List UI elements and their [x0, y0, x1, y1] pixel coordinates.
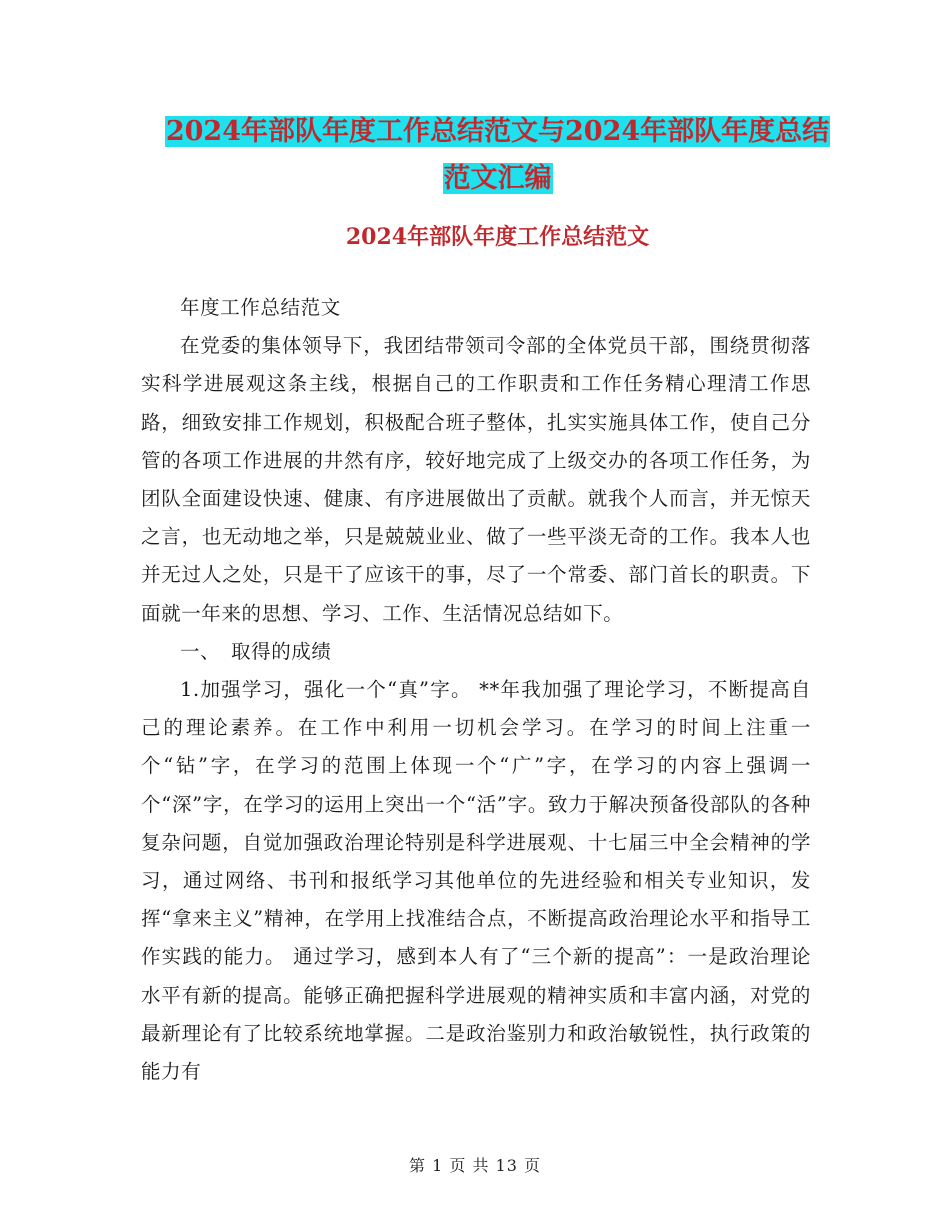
section-title: 2024年部队年度工作总结范文 [345, 224, 650, 250]
document-title-line1: 2024年部队年度工作总结范文与2024年部队年度总结 [165, 116, 830, 147]
document-body [141, 289, 811, 1091]
document-title [140, 108, 855, 202]
paragraph-intro: 在党委的集体领导下，我团结带领司令部的全体党员干部，围绕贯彻落实科学进展观这条主线，根据自己的工作职责和工作任务精心理清工作思路，细致安排工作规划，积极配合班子整体，扎实实施具体工作，使自己分管的各项工作进展的井然有序，较好地完成了上级交办的各项工作任务，为团队全面建设快速、健康、有序进展做出了贡献。就我个人而言，并无惊天之言，也无动地之举，只是兢兢业业、做了一些平淡无奇的工作。我本人也并无过人之处，只是干了应该干的事，尽了一个常委、部门首长的职责。下面就一年来的思想、学习、工作、生活情况总结如下。 [141, 334, 811, 625]
paragraph-study: 1.加强学习，强化一个“真”字。 **年我加强了理论学习，不断提高自己的理论素养。在工作中利用一切机会学习。在学习的时间上注重一个“钻”字，在学习的范围上体现一个“广”字，在学习的内容上强调一个“深”字，在学习的运用上突出一个“活”字。致力于解决预备役部队的各种复杂问题，自觉加强政治理论特别是科学进展观、十七届三中全会精神的学习，通过网络、书刊和报纸学习其他单位的先进经验和相关专业知识，发挥“拿来主义”精神，在学用上找准结合点，不断提高政治理论水平和指导工作实践的能力。 通过学习，感到本人有了“三个新的提高”：一是政治理论水平有新的提高。能够正确把握科学进展观的精神实质和丰富内涵，对党的最新理论有了比较系统地掌握。二是政治鉴别力和政治敏锐性，执行政策的能力有 [141, 678, 811, 1084]
heading-achievements: 一、 取得的成绩 [180, 639, 332, 663]
document-title-line2: 范文汇编 [443, 163, 552, 194]
subtitle: 年度工作总结范文 [180, 296, 341, 319]
page-footer: 第 1 页 共 13 页 [409, 1156, 541, 1175]
